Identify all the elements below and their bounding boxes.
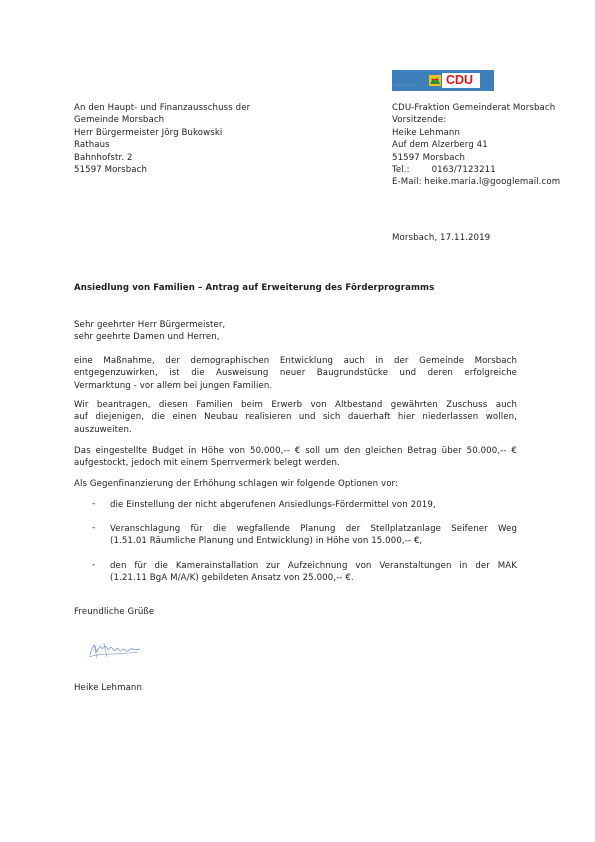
salutation-line: sehr geehrte Damen und Herren, (74, 332, 220, 343)
closing-phrase: Freundliche Grüße (74, 607, 155, 617)
paragraph-budget (74, 445, 517, 470)
paragraph-line: Wir beantragen, diesen Familien beim Erwerb von Altbestand gewährten Zuschuss auch (74, 400, 517, 410)
recipient-line: Bahnhofstr. 2 (74, 152, 133, 163)
paragraph-request (74, 399, 517, 436)
paragraph-line: Als Gegenfinanzierung der Erhöhung schlagen wir folgende Optionen vor: (74, 479, 399, 489)
list-item (110, 560, 517, 585)
letter-date: Morsbach, 17.11.2019 (392, 233, 491, 243)
logo-emblem-icon (429, 75, 441, 86)
logo-stripe: • • • • • • • • (395, 83, 416, 87)
cdu-logo (392, 70, 494, 91)
list-item-line: den für die Kamerainstallation zur Aufzeichnung von Veranstaltungen in der MAK (110, 561, 517, 571)
sender-address (392, 102, 560, 189)
salutation (74, 319, 225, 344)
paragraph-line: Vermarktung - vor allem bei jungen Familien. (74, 380, 273, 391)
sender-name: Heike Lehmann (392, 127, 461, 138)
sender-role: Vorsitzende: (392, 115, 447, 126)
recipient-line: 51597 Morsbach (74, 165, 148, 176)
paragraph-intro (74, 355, 517, 392)
phone-number: 0163/7123211 (431, 165, 496, 176)
sender-phone (392, 164, 560, 176)
list-item-line: (1.51.01 Räumliche Planung und Entwicklung) in Höhe von 15.000,-- €, (110, 536, 423, 547)
logo-text: CDU (446, 73, 474, 87)
sender-email: E-Mail: heike.maria.l@googlemail.com (392, 177, 561, 188)
paragraph-line: aufgestockt, jedoch mit einem Sperrvermerk belegt werden. (74, 458, 340, 469)
paragraph-line: auszuweiten. (74, 424, 132, 435)
handwritten-signature (86, 638, 142, 662)
recipient-line: An den Haupt- und Finanzausschuss der (74, 103, 251, 113)
paragraph-line: entgegenzuwirken, ist die Ausweisung neuer Baugrundstücke und deren erfolgreiche (74, 368, 517, 379)
list-item (110, 499, 517, 511)
list-bullet: - (92, 560, 96, 570)
list-bullet: - (92, 499, 96, 509)
sender-city: 51597 Morsbach (392, 152, 466, 163)
paragraph-options-intro (74, 478, 517, 490)
sender-org: CDU-Fraktion Gemeinderat Morsbach (392, 103, 556, 113)
paragraph-line: eine Maßnahme, der demographischen Entwicklung auch in der Gemeinde Morsbach (74, 356, 517, 366)
sender-street: Auf dem Alzerberg 41 (392, 140, 488, 151)
paragraph-line: auf diejenigen, die einen Neubau realisieren und sich dauerhaft hier niederlassen wollen, (74, 412, 517, 423)
phone-label: Tel.: (392, 165, 410, 176)
signer-name: Heike Lehmann (74, 683, 143, 693)
list-bullet: - (92, 523, 96, 533)
subject-line: Ansiedlung von Familien – Antrag auf Erweiterung des Förderprogramms (74, 283, 435, 293)
list-item-line: die Einstellung der nicht abgerufenen Ansiedlungs-Fördermittel von 2019, (110, 500, 436, 510)
list-item (110, 523, 517, 548)
recipient-line: Rathaus (74, 140, 110, 151)
recipient-line: Herr Bürgermeister Jörg Bukowski (74, 127, 223, 138)
recipient-address (74, 102, 250, 176)
salutation-line: Sehr geehrter Herr Bürgermeister, (74, 320, 226, 330)
recipient-line: Gemeinde Morsbach (74, 115, 165, 126)
paragraph-line: Das eingestellte Budget in Höhe von 50.000,-- € soll um den gleichen Betrag über 50.000,-- € (74, 446, 517, 456)
list-item-line: (1.21.11 BgA M/A/K) gebildeten Ansatz von 25.000,-- €. (110, 573, 354, 584)
list-item-line: Veranschlagung für die wegfallende Planung der Stellplatzanlage Seifener Weg (110, 524, 517, 534)
